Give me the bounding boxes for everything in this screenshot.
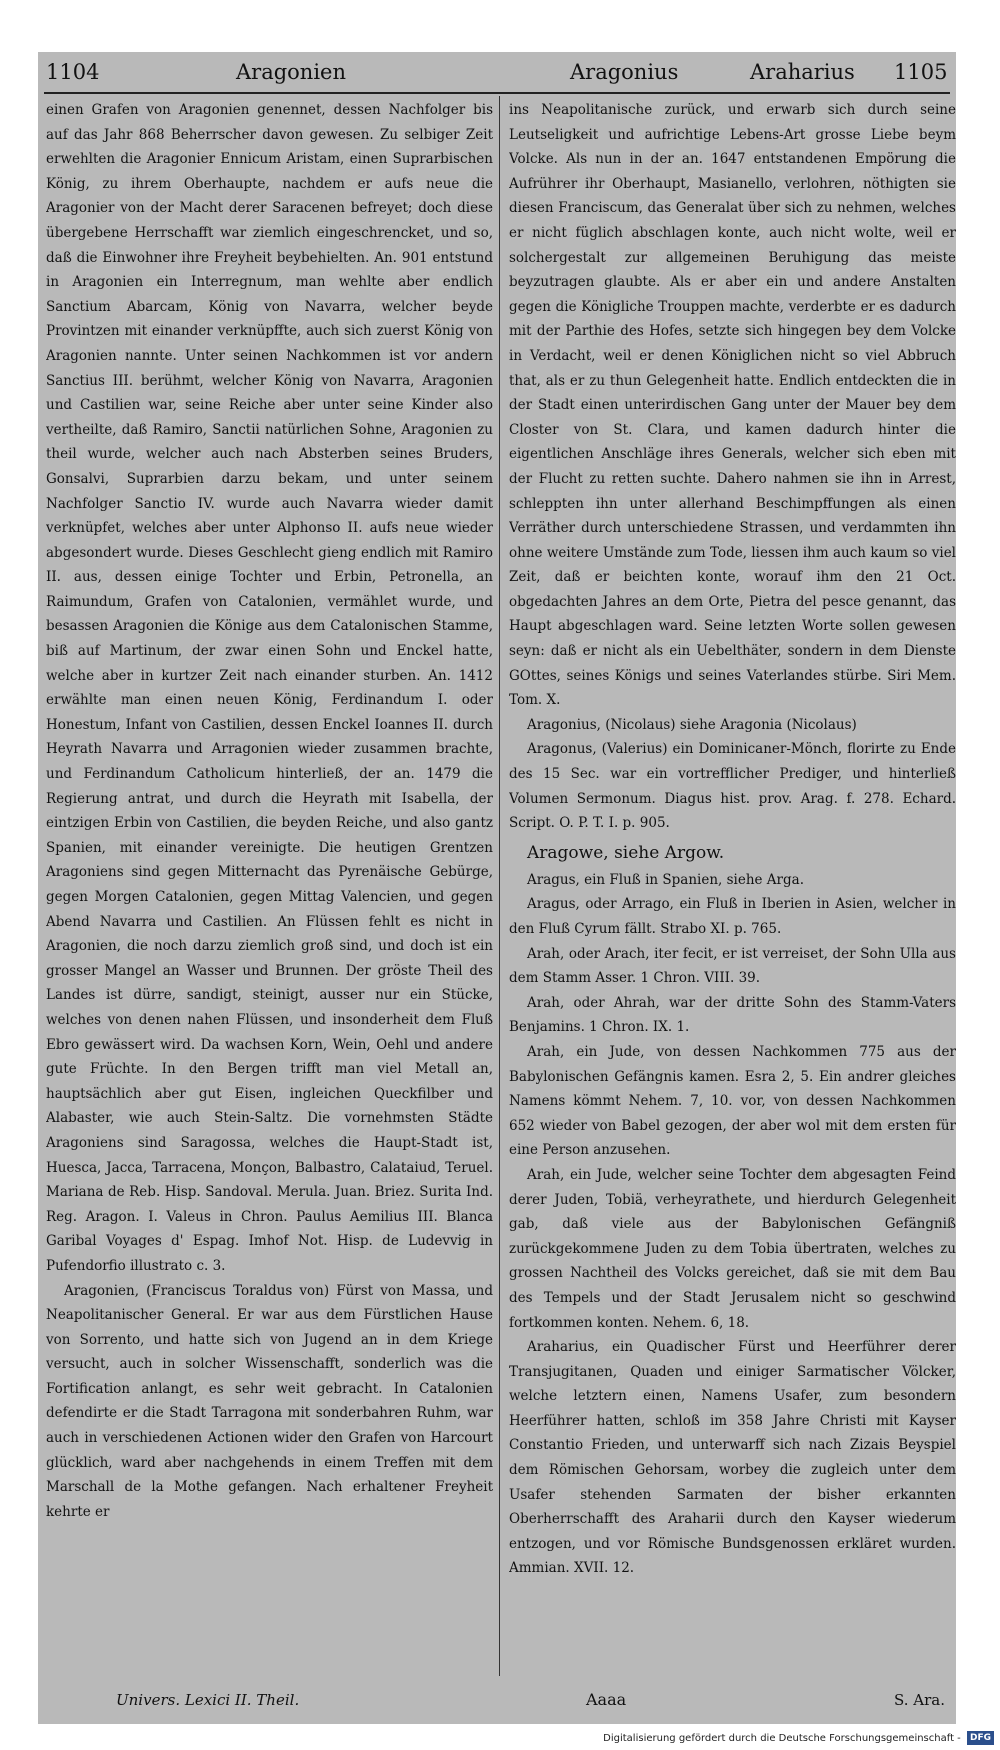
entry-aragus-spanien: Aragus, ein Fluß in Spanien, siehe Arga.	[527, 871, 804, 888]
entry-arah-arach: Arah, oder Arach, iter fecit, er ist verreiset, der Sohn Ulla aus dem Stamm Asser. 1 Chron. VIII. 39.	[509, 945, 956, 987]
entry-araharius: Araharius, ein Quadischer Fürst und Heerführer derer Transjugitanen, Quaden und einiger Sarmatischer Völcker, welche letztern einen, Namens Usafer, zum besondern Heerführer hatten, schloß im 358 Jahre Christi mit Kayser Constantio Frieden, und unterwarff sich nach Zizais Beyspiel dem Römischen Gehorsam, worbey die zugleich unter dem Usafer stehenden Sarmaten der bisher erkannten Oberherrschafft des Araharii durch den Kayser wiederum entzogen, und vor Römische Bundsgenossen erkläret wurden. Ammian. XVII. 12.	[509, 1339, 956, 1577]
scan-area	[38, 52, 956, 1724]
right-running-head: Araharius	[750, 60, 855, 84]
left-running-head: Aragonien	[236, 60, 347, 84]
header-rule	[44, 92, 950, 94]
column-divider	[499, 96, 500, 1676]
left-column	[46, 98, 493, 1688]
entry-aragonien-franciscus-continued: ins Neapolitanische zurück, und erwarb sich durch seine Leutseligkeit und aufrichtige Lebens-Art grosse Liebe beym Volcke. Als nun in der an. 1647 entstandenen Empörung die Aufrührer ihr Oberhaupt, Masianello, verlohren, nöthigten sie diesen Franciscum, das Generalat über sich zu nehmen, welches er nicht füglich abschlagen konte, auch nicht wolte, weil er solchergestalt zur allgemeinen Beruhigung das meiste beyzutragen glaubte. Als er aber ein und andere Anstalten gegen die Königliche Trouppen machte, verderbte er es dadurch mit der Parthie des Hofes, setzte sich hingegen bey dem Volcke in Verdacht, weil er denen Königlichen nicht so viel Abbruch that, als er zu thun Gelegenheit hatte. Endlich entdeckten die in der Stadt einen unterirdischen Gang unter der Mauer bey dem Closter von St. Clara, und kamen dadurch hinter die eigentlichen Anschläge ihres Generals, welcher sich eben mit der Flucht zu retten suchte. Dahero nahmen sie ihn in Arrest, schleppten ihn unter allerhand Beschimpffungen als einen Verräther durch unterschiedene Strassen, und verdammten ihn ohne weitere Umstände zum Tode, liessen ihm auch kaum so viel Zeit, daß er beichten konte, worauf ihm den 21 Oct. obgedachten Jahres an dem Orte, Pietra del pesce genannt, das Haupt abgeschlagen ward. Seine letzten Worte sollen gewesen seyn: daß er nicht als ein Uebelthäter, sondern in dem Dienste GOttes, seines Königs und seines Vaterlandes stürbe. Siri Mem. Tom. X.	[509, 102, 956, 709]
entry-arah-jude-1: Arah, ein Jude, von dessen Nachkommen 775 aus der Babylonischen Gefängnis kamen. Esra 2, 5. Ein andrer gleiches Namens kömmt Nehem. 7, 10. vor, von dessen Nachkommen 652 wieder von Babel gezogen, der aber wol mit dem ersten für eine Person anzusehen.	[509, 1043, 956, 1159]
entry-arah-ahrah: Arah, oder Ahrah, war der dritte Sohn des Stamm-Vaters Benjamins. 1 Chron. IX. 1.	[509, 994, 956, 1036]
entry-aragonien-franciscus: Aragonien, (Franciscus Toraldus von) Fürst von Massa, und Neapolitanischer General. Er war aus dem Fürstlichen Hause von Sorrento, und hatte sich von Jugend an in dem Kriege versucht, auch in solcher Wissenschafft, sonderlich was die Fortification anlangt, es sehr weit gebracht. In Catalonien defendirte er die Stadt Tarragona mit sonderbahren Ruhm, war auch in verschiedenen Actionen wider den Grafen von Harcourt glücklich, ward aber nachgehends in einem Treffen mit dem Marschall de la Mothe gefangen. Nach erhaltener Freyheit kehrte er	[46, 1282, 493, 1520]
entry-aragonus: Aragonus, (Valerius) ein Dominicaner-Mönch, florirte zu Ende des 15 Sec. war ein vortrefflicher Prediger, und hinterließ Volumen Sermonum. Diagus hist. prov. Arag. f. 278. Echard. Script. O. P. T. I. p. 905.	[509, 741, 956, 832]
catchword: S. Ara.	[894, 1691, 945, 1709]
left-page-number: 1104	[46, 60, 100, 84]
signature-mark: Aaaa	[586, 1690, 627, 1709]
entry-aragowe: Aragowe, siehe Argow.	[527, 842, 725, 863]
entry-arah-jude-2: Arah, ein Jude, welcher seine Tochter dem abgesagten Feind derer Juden, Tobiä, verheyrathete, und hierdurch Gelegenheit gab, daß viele aus der Babylonischen Gefängniß zurückgekommene Juden zu dem Tobia übertraten, welches zu grossen Nachtheil des Volcks gereichet, daß sie mit dem Bau des Tempels und der Stadt Jerusalem nicht so geschwind fortkommen konten. Nehem. 6, 18.	[509, 1166, 956, 1331]
entry-aragonien-continued: einen Grafen von Aragonien genennet, dessen Nachfolger bis auf das Jahr 868 Beherrscher davon gewesen. Zu selbiger Zeit erwehlten die Aragonier Ennicum Aristam, einen Suprarbischen König, zu ihrem Oberhaupte, nachdem er aufs neue die Aragonier von der Macht derer Saracenen befreyet; doch diese übergebene Herrschafft war ziemlich eingeschrencket, und so, daß die Einwohner ihre Freyheit beybehielten. An. 901 entstund in Aragonien ein Interregnum, man wehlte aber endlich Sanctium Abarcam, König von Navarra, welcher beyde Provintzen mit einander verknüpffte, auch sich zuerst König von Aragonien nannte. Unter seinen Nachkommen ist vor andern Sanctius III. berühmt, welcher König von Navarra, Aragonien und Castilien war, seine Reiche aber unter seine Kinder also vertheilte, daß Ramiro, Sanctii natürlichen Sohne, Aragonien zu theil wurde, welcher auch nach Absterben seines Bruders, Gonsalvi, Suprarbien darzu bekam, und unter seinem Nachfolger Sanctio IV. wurde auch Navarra wieder damit verknüpfet, welches aber unter Alphonso II. aufs neue wieder abgesondert wurde. Dieses Geschlecht gieng endlich mit Ramiro II. aus, dessen einige Tochter und Erbin, Petronella, an Raimundum, Grafen von Catalonien, vermählet wurde, und besassen Aragonien die Könige aus dem Catalonischen Stamme, biß auf Martinum, der zwar einen Sohn und Enckel hatte, welche aber in kurtzer Zeit nach einander sturben. An. 1412 erwählte man einen neuen König, Ferdinandum I. oder Honestum, Infant von Castilien, dessen Enckel Ioannes II. durch Heyrath Navarra und Arragonien wieder zusammen brachte, und Ferdinandum Catholicum hinterließ, der an. 1479 die Regierung antrat, und durch die Heyrath mit Isabella, der eintzigen Erbin von Castilien, die beyden Reiche, und also gantz Spanien, mit einander vereinigte. Die heutigen Grentzen Aragoniens sind gegen Mitternacht das Pyrenäische Gebürge, gegen Morgen Catalonien, gegen Mittag Valencien, und gegen Abend Navarra und Castilien. An Flüssen fehlt es nicht in Aragonien, die noch darzu ziemlich groß sind, und doch ist ein grosser Mangel an Wasser und Brunnen. Der gröste Theil des Landes ist dürre, sandigt, steinigt, ausser nur ein Stücke, welches von denen nahen Flüssen, und insonderheit dem Fluß Ebro gewässert wird. Da wachsen Korn, Wein, Oehl und andere gute Früchte. In den Bergen trifft man viel Metall an, hauptsächlich aber gut Eisen, ingleichen Queckfilber und Alabaster, wie auch Stein-Saltz. Die vornehmsten Städte Aragoniens sind Saragossa, welches die Haupt-Stadt ist, Huesca, Jacca, Tarracena, Monçon, Balbastro, Calataiud, Teruel. Mariana de Reb. Hisp. Sandoval. Merula. Juan. Briez. Surita Ind. Reg. Aragon. I. Valeus in Chron. Paulus Aemilius III. Blanca Garibal Voyages d' Espag. Imhof Not. Hisp. de Ludevvig in Pufendorfio illustrato c. 3.	[46, 102, 493, 1274]
right-column	[509, 98, 956, 1688]
dfg-logo: DFG	[967, 1731, 994, 1745]
right-page-number: 1105	[894, 60, 948, 84]
digitization-credit	[603, 1730, 994, 1748]
entry-aragus-iberien: Aragus, oder Arrago, ein Fluß in Iberien in Asien, welcher in den Fluß Cyrum fällt. Strabo XI. p. 765.	[509, 896, 956, 937]
entry-aragonius: Aragonius, (Nicolaus) siehe Aragonia (Nicolaus)	[527, 716, 857, 733]
signature-footer: Univers. Lexici II. Theil.	[116, 1691, 300, 1709]
middle-running-head: Aragonius	[570, 60, 679, 84]
credit-text: Digitalisierung gefördert durch die Deutsche Forschungsgemeinschaft -	[603, 1733, 961, 1744]
